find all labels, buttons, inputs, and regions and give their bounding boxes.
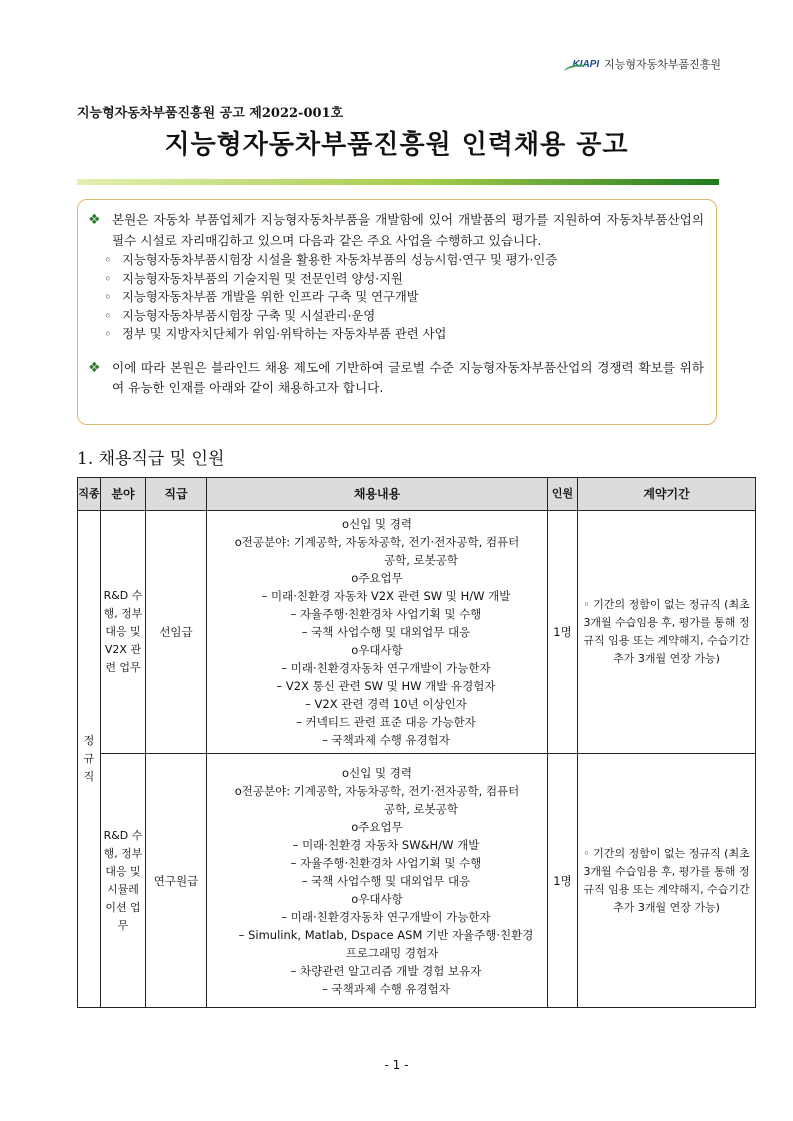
grade-cell: 선임급	[146, 511, 207, 754]
intro-paragraph-2-text: 이에 따라 본원은 블라인드 채용 제도에 기반하여 글로벌 수준 지능형자동차부품산업의 경쟁력 확보를 위하여 유능한 인재를 아래와 같이 채용하고자 합니다.	[112, 359, 704, 395]
contract-cell: ◦ 기간의 정함이 없는 정규직 (최초 3개월 수습임용 후, 평가를 통해 정규직 임용 또는 계약해지, 수습기간 추가 3개월 연장 가능)	[578, 511, 756, 754]
content-line: o우대사항	[351, 643, 403, 657]
content-line: o주요업무	[351, 819, 403, 834]
business-item: ◦ 지능형자동차부품시험장 구축 및 시설관리·운영	[104, 307, 704, 326]
content-line: o주요업무	[351, 571, 403, 585]
content-line: o신입 및 경력	[342, 517, 412, 531]
section-heading: 1. 채용직급 및 인원	[77, 449, 225, 469]
diamond-bullet-icon: ❖	[88, 212, 101, 228]
title-divider-bar	[77, 179, 719, 185]
content-line: – 국책과제 수행 유경험자	[322, 733, 450, 747]
kiapi-logo-mark: KIAPI	[572, 58, 600, 70]
content-line: 공학, 로봇공학	[384, 801, 458, 816]
content-line: – 커넥티드 관련 표준 대응 가능한자	[296, 715, 476, 729]
logo-org-name: 지능형자동차부품진흥원	[604, 58, 721, 71]
header-content: 채용내용	[207, 478, 548, 511]
content-line: o전공분야: 기계공학, 자동차공학, 전기·전자공학, 컴퓨터	[234, 783, 520, 798]
business-list	[104, 251, 704, 344]
table-row	[78, 511, 756, 754]
content-line: – V2X 통신 관련 SW 및 HW 개발 유경험자	[276, 679, 496, 693]
business-item: ◦ 지능형자동차부품 개발을 위한 인프라 구축 및 연구개발	[104, 288, 704, 307]
content-line: o전공분야: 기계공학, 자동차공학, 전기·전자공학, 컴퓨터	[234, 535, 520, 549]
table-header-row	[78, 478, 756, 511]
header-grade: 직급	[146, 478, 207, 511]
count-cell: 1명	[548, 754, 578, 1008]
content-line: – 국책 사업수행 및 대외업무 대응	[301, 625, 471, 639]
content-line: – 미래·친환경자동차 연구개발이 가능한자	[281, 909, 491, 924]
content-line: 공학, 로봇공학	[384, 553, 458, 567]
business-item: ◦ 지능형자동차부품의 기술지원 및 전문인력 양성·지원	[104, 270, 704, 289]
content-line: – 미래·친환경 자동차 SW&H/W 개발	[292, 837, 480, 852]
content-line: – 미래·친환경 자동차 V2X 관련 SW 및 H/W 개발	[261, 589, 511, 603]
count-cell: 1명	[548, 511, 578, 754]
content-line: o신입 및 경력	[342, 765, 412, 780]
intro-paragraph-2	[88, 358, 704, 399]
content-line: 프로그래밍 경험자	[345, 945, 439, 960]
content-line: – Simulink, Matlab, Dspace ASM 기반 자율주행·친환경	[238, 927, 534, 942]
intro-paragraph-1-text: 본원은 자동차 부품업체가 지능형자동차부품을 개발함에 있어 개발품의 평가를 지원하여 자동차부품산업의 필수 시설로 자리매김하고 있으며 다음과 같은 주요 사업을 수행하고 있습니다.	[112, 212, 704, 248]
page-number: - 1 -	[384, 1058, 409, 1072]
content-cell	[207, 511, 548, 754]
notice-number: 지능형자동차부품진흥원 공고 제2022-001호	[77, 106, 344, 121]
content-line: – 국책 사업수행 및 대외업무 대응	[301, 873, 471, 888]
content-line: – 자율주행·친환경차 사업기획 및 수행	[290, 607, 482, 621]
content-line: – 국책과제 수행 유경험자	[322, 981, 450, 996]
diamond-bullet-icon: ❖	[88, 359, 101, 376]
intro-paragraph-1	[88, 210, 704, 344]
business-item: ◦ 정부 및 지방자치단체가 위임·위탁하는 자동차부품 관련 사업	[104, 325, 704, 344]
field-cell: R&D 수행, 정부 대응 및 V2X 관련 업무	[101, 511, 146, 754]
recruitment-table	[77, 477, 756, 1008]
table-row	[78, 754, 756, 1008]
header-count: 인원	[548, 478, 578, 511]
content-line: – V2X 관련 경력 10년 이상인자	[305, 697, 467, 711]
org-logo	[572, 56, 721, 72]
header-job-type: 직종	[78, 478, 101, 511]
content-line: – 미래·친환경자동차 연구개발이 가능한자	[281, 661, 491, 675]
field-cell: R&D 수행, 정부 대응 및 시뮬레이션 업무	[101, 754, 146, 1008]
header-contract: 계약기간	[578, 478, 756, 511]
content-line: o우대사항	[351, 891, 403, 906]
content-line: – 차량관련 알고리즘 개발 경험 보유자	[290, 963, 482, 978]
page-title: 지능형자동차부품진흥원 인력채용 공고	[164, 130, 629, 160]
business-item: ◦ 지능형자동차부품시험장 시설을 활용한 자동차부품의 성능시험·연구 및 평가·인증	[104, 251, 704, 270]
grade-cell: 연구원급	[146, 754, 207, 1008]
header-field: 분야	[101, 478, 146, 511]
intro-box	[77, 199, 717, 425]
job-type-cell: 정규직	[78, 511, 101, 1008]
contract-cell: ◦ 기간의 정함이 없는 정규직 (최초 3개월 수습임용 후, 평가를 통해 정규직 임용 또는 계약해지, 수습기간 추가 3개월 연장 가능)	[578, 754, 756, 1008]
content-cell	[207, 754, 548, 1008]
content-line: – 자율주행·친환경차 사업기획 및 수행	[290, 855, 482, 870]
